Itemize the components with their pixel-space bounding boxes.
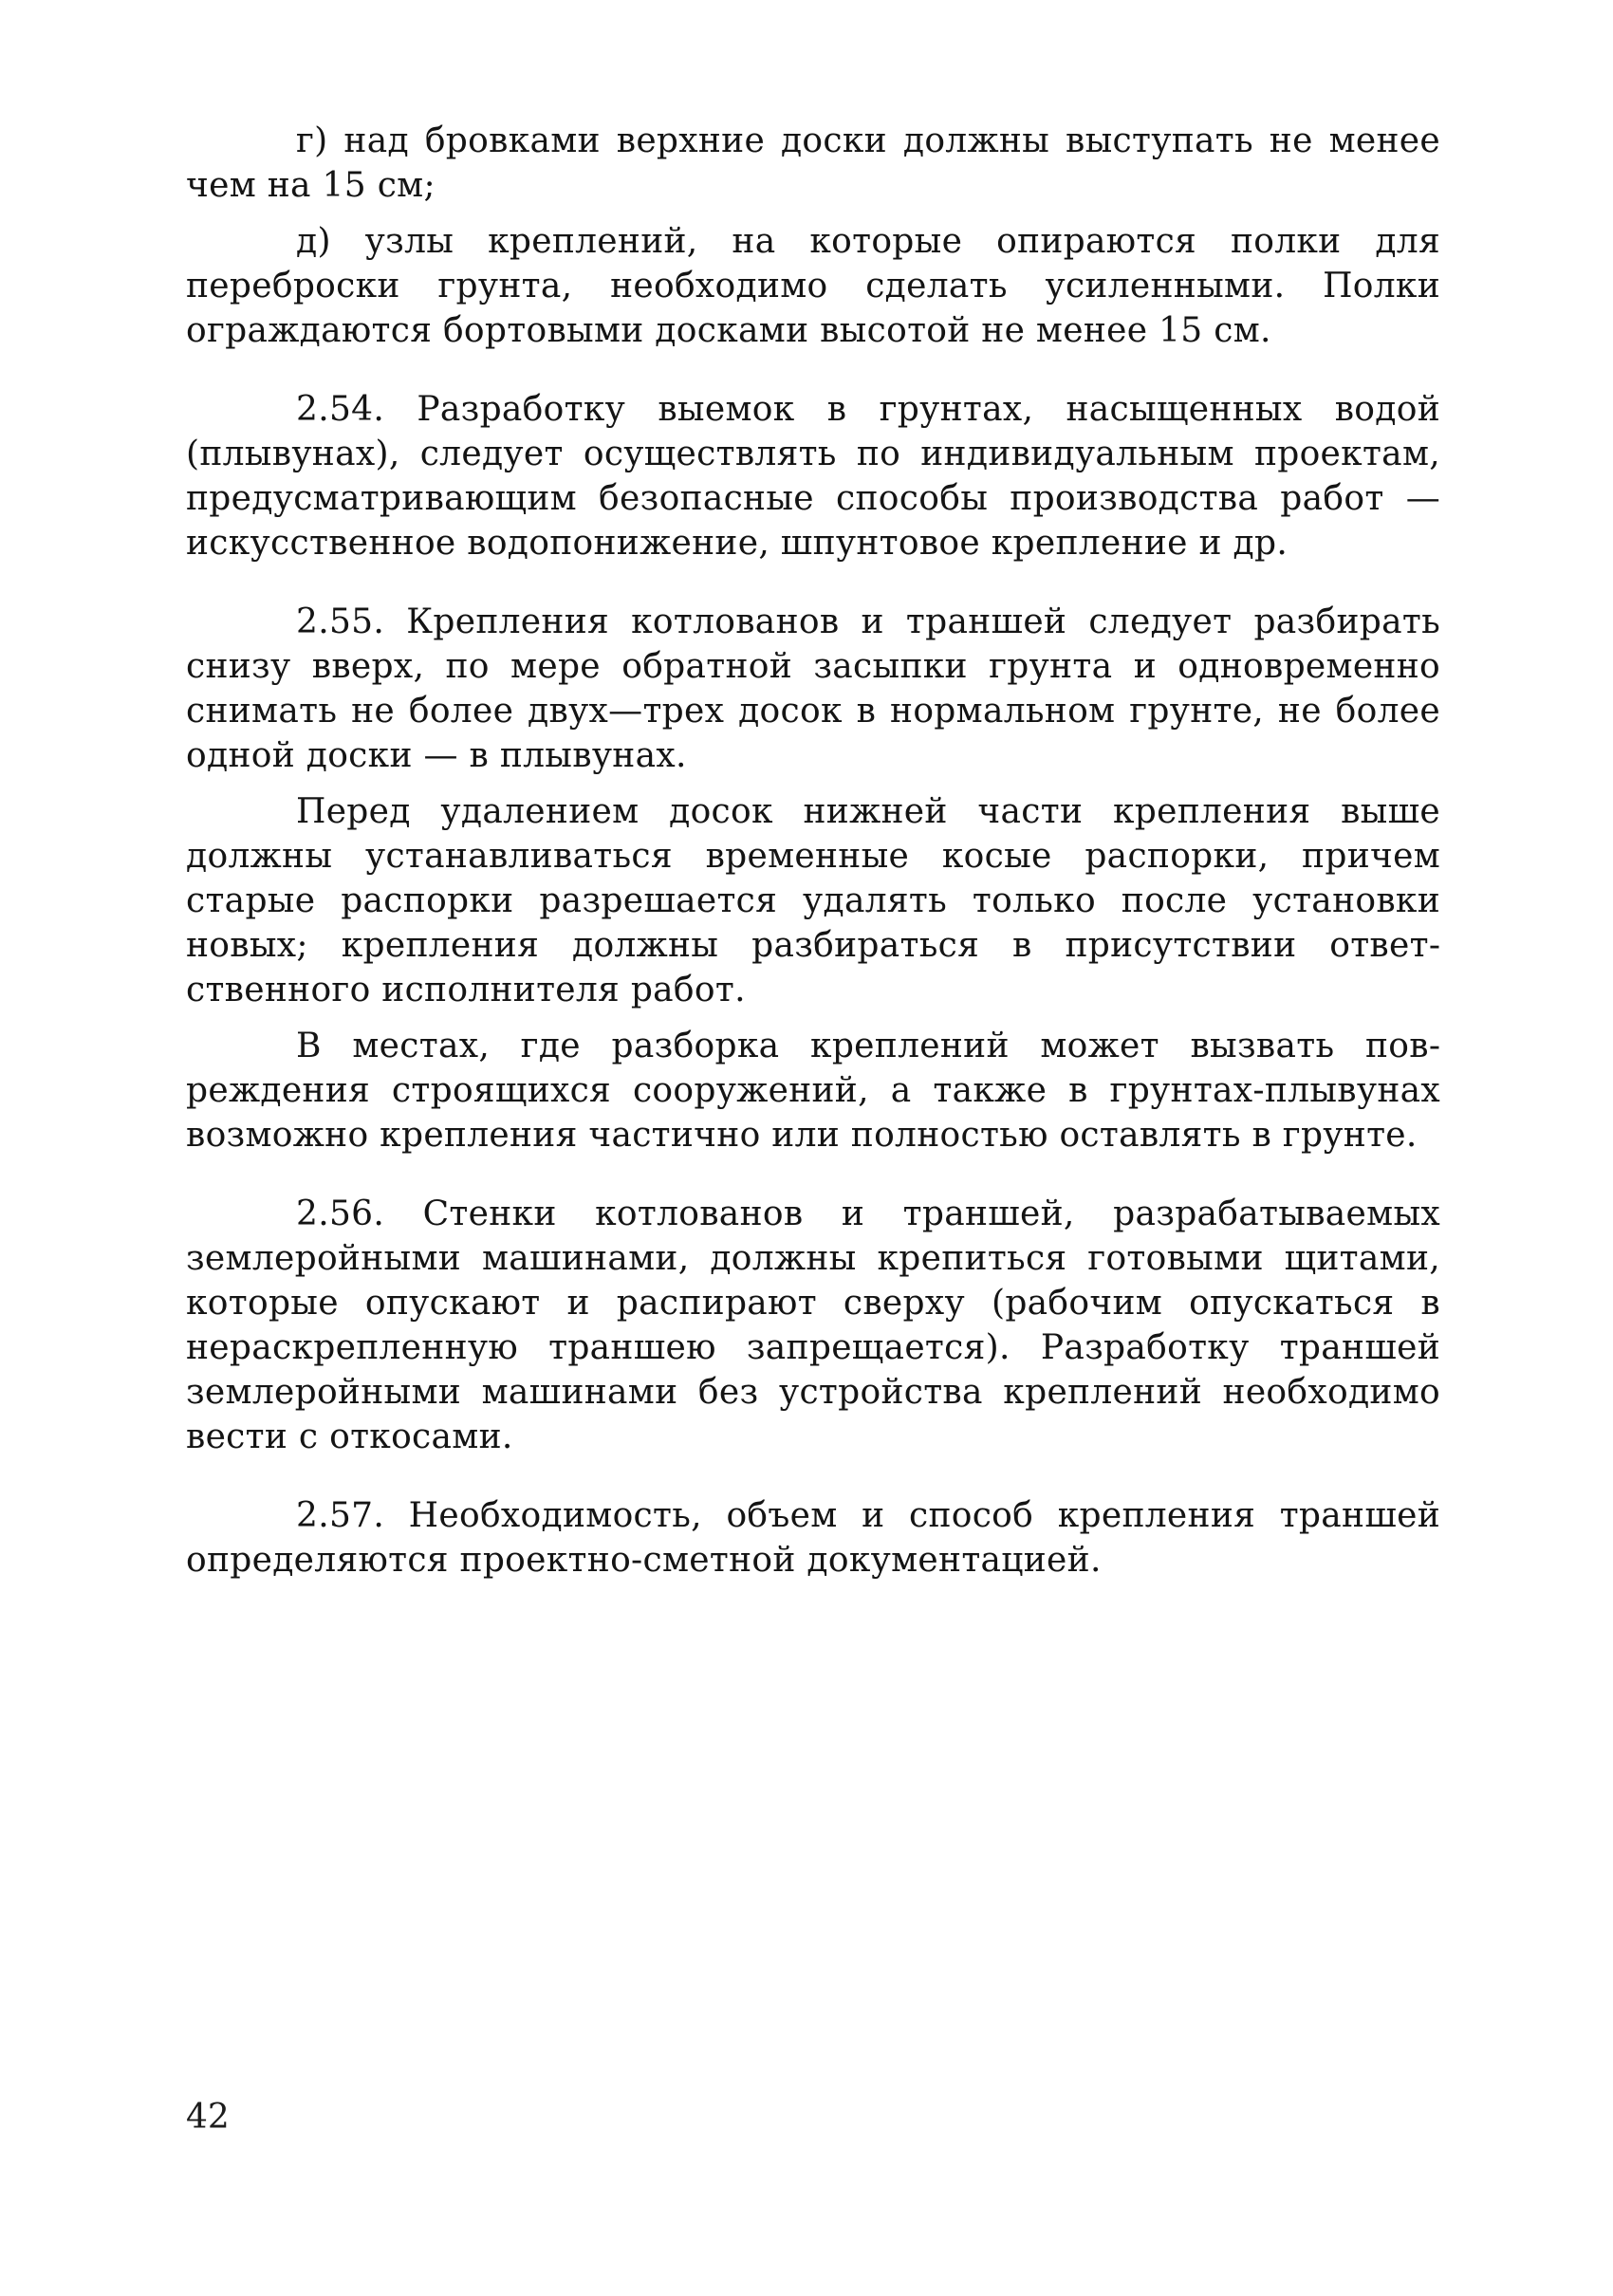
page-number: 42 (186, 2098, 230, 2137)
paragraph-2-54: 2.54. Разработку выемок в грунтах, насыщенных водой (плывунах), следует осуществлять по индивидуальным проектам, предусматривающим безопасные способы производства работ — искусственное водопонижение, шпунтовое крепление и др. (186, 390, 1440, 563)
paragraph-2-55-places: В местах, где разборка креплений может вызвать повреждения строящихся сооружений, а также в грунтах-плывунах возможно крепления частично или полностью оставлять в грунте. (186, 1027, 1440, 1155)
paragraph-item-d: д) узлы креплений, на которые опираются полки для переброски грунта, необходимо сделать усиленными. Полки ограждаются бортовыми досками высотой не менее 15 см. (186, 222, 1440, 350)
paragraph-2-56: 2.56. Стенки котлованов и траншей, разрабатываемых землеройными машинами, должны крепиться готовыми щитами, которые опускают и распирают сверху (рабочим опускаться в нераскрепленную траншею запрещается). Разработку траншей землеройными машинами без устройства креплений необходимо вести с откосами. (186, 1194, 1440, 1456)
paragraph-2-55: 2.55. Крепления котлованов и траншей следует разбирать снизу вверх, по мере обратной засыпки грунта и одновременно снимать не более двух—трех досок в нормальном грунте, не более одной доски — в плывунах. (186, 602, 1440, 775)
paragraph-2-55-removal: Перед удалением досок нижней части крепления выше должны устанавливаться временные косые распорки, причем старые распорки разрешается удалять только после установки новых; крепления должны разбираться в присутствии ответственного исполнителя работ. (186, 792, 1440, 1009)
paragraph-2-57: 2.57. Необходимость, объем и способ крепления траншей определяются проектно-сметной документацией. (186, 1496, 1440, 1580)
body-text (186, 119, 1440, 1583)
paragraph-item-g: г) над бровками верхние доски должны выступать не менее чем на 15 см; (186, 121, 1440, 205)
